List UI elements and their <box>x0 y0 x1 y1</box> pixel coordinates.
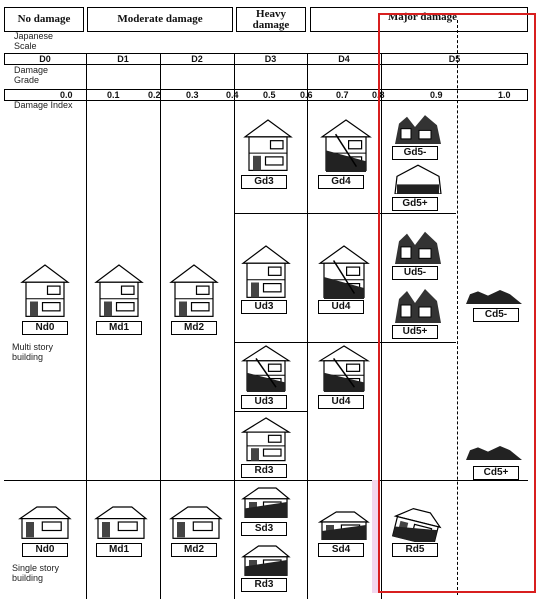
index-tick-4: 0.4 <box>226 90 239 100</box>
column-divider-d1 <box>160 53 161 599</box>
damage-index-label: Damage Index <box>14 100 73 110</box>
column-divider-d0 <box>86 53 87 599</box>
house-icon <box>241 416 291 462</box>
label-cd5-plus: Cd5+ <box>473 466 519 480</box>
label-md1-single: Md1 <box>96 543 142 557</box>
label-nd0-single: Nd0 <box>22 543 68 557</box>
house-icon <box>94 505 148 539</box>
grade-d3: D3 <box>264 54 277 64</box>
house-icon <box>20 263 70 318</box>
index-tick-0: 0.0 <box>60 90 73 100</box>
row-divider-3 <box>234 411 308 412</box>
label-sd3: Sd3 <box>241 522 287 536</box>
grade-d2: D2 <box>191 54 203 64</box>
label-ud3-lower: Ud3 <box>241 395 287 409</box>
house-icon <box>241 486 291 518</box>
label-ud4: Ud4 <box>318 300 364 314</box>
multi-story-note: Multi story building <box>12 342 54 362</box>
label-gd4: Gd4 <box>318 175 364 189</box>
house-icon <box>393 110 443 144</box>
header-moderate-damage <box>87 7 233 32</box>
index-tick-6: 0.6 <box>300 90 313 100</box>
label-ud4-lower: Ud4 <box>318 395 364 409</box>
house-icon <box>320 118 372 172</box>
header-no-damage-text: No damage <box>17 13 71 25</box>
house-icon <box>318 344 370 392</box>
house-icon <box>318 244 370 299</box>
house-icon <box>243 118 293 172</box>
index-tick-9: 0.9 <box>430 90 443 100</box>
label-md2-single: Md2 <box>171 543 217 557</box>
index-tick-8: 0.8 <box>372 90 385 100</box>
column-divider-d3 <box>307 53 308 599</box>
grade-d4: D4 <box>338 54 350 64</box>
index-tick-1: 0.1 <box>107 90 120 100</box>
house-icon <box>241 244 291 299</box>
house-icon <box>241 544 291 576</box>
grade-d1: D1 <box>117 54 129 64</box>
column-divider-d2 <box>234 53 235 599</box>
house-icon <box>393 283 443 323</box>
house-icon <box>318 510 370 540</box>
house-icon <box>241 344 291 392</box>
label-rd3-single: Rd3 <box>241 578 287 592</box>
single-story-note: Single story building <box>12 563 60 583</box>
grade-d0: D0 <box>39 54 51 64</box>
house-icon <box>466 446 522 460</box>
house-icon <box>94 263 144 318</box>
label-cd5-minus: Cd5- <box>473 308 519 322</box>
label-md1-multi: Md1 <box>96 321 142 335</box>
house-icon <box>393 226 443 264</box>
japanese-scale-label: Japanese Scale <box>14 31 54 51</box>
label-gd5-minus: Gd5- <box>392 146 438 160</box>
house-icon <box>466 290 522 304</box>
label-rd5: Rd5 <box>392 543 438 557</box>
index-tick-3: 0.3 <box>186 90 199 100</box>
house-icon <box>393 162 443 194</box>
damage-grade-label: Damage Grade <box>14 65 49 85</box>
index-tick-10: 1.0 <box>498 90 511 100</box>
label-md2-multi: Md2 <box>171 321 217 335</box>
header-no-damage <box>4 7 84 32</box>
house-icon <box>392 508 442 542</box>
header-moderate-text: Moderate damage <box>117 13 203 25</box>
label-gd5-plus: Gd5+ <box>392 197 438 211</box>
header-major-text: Major damage <box>387 11 457 23</box>
header-heavy-text: Heavy damage <box>252 8 290 31</box>
label-rd3: Rd3 <box>241 464 287 478</box>
house-icon <box>18 505 72 539</box>
index-tick-5: 0.5 <box>263 90 276 100</box>
label-gd3: Gd3 <box>241 175 287 189</box>
house-icon <box>169 263 219 318</box>
label-nd0-multi: Nd0 <box>22 321 68 335</box>
index-tick-2: 0.2 <box>148 90 161 100</box>
grade-d5: D5 <box>448 54 461 64</box>
label-ud3: Ud3 <box>241 300 287 314</box>
header-heavy-damage <box>236 7 306 32</box>
label-ud5-plus: Ud5+ <box>392 325 438 339</box>
label-sd4: Sd4 <box>318 543 364 557</box>
label-ud5-minus: Ud5- <box>392 266 438 280</box>
index-tick-7: 0.7 <box>336 90 349 100</box>
house-icon <box>169 505 223 539</box>
highlight-glow <box>372 480 378 593</box>
